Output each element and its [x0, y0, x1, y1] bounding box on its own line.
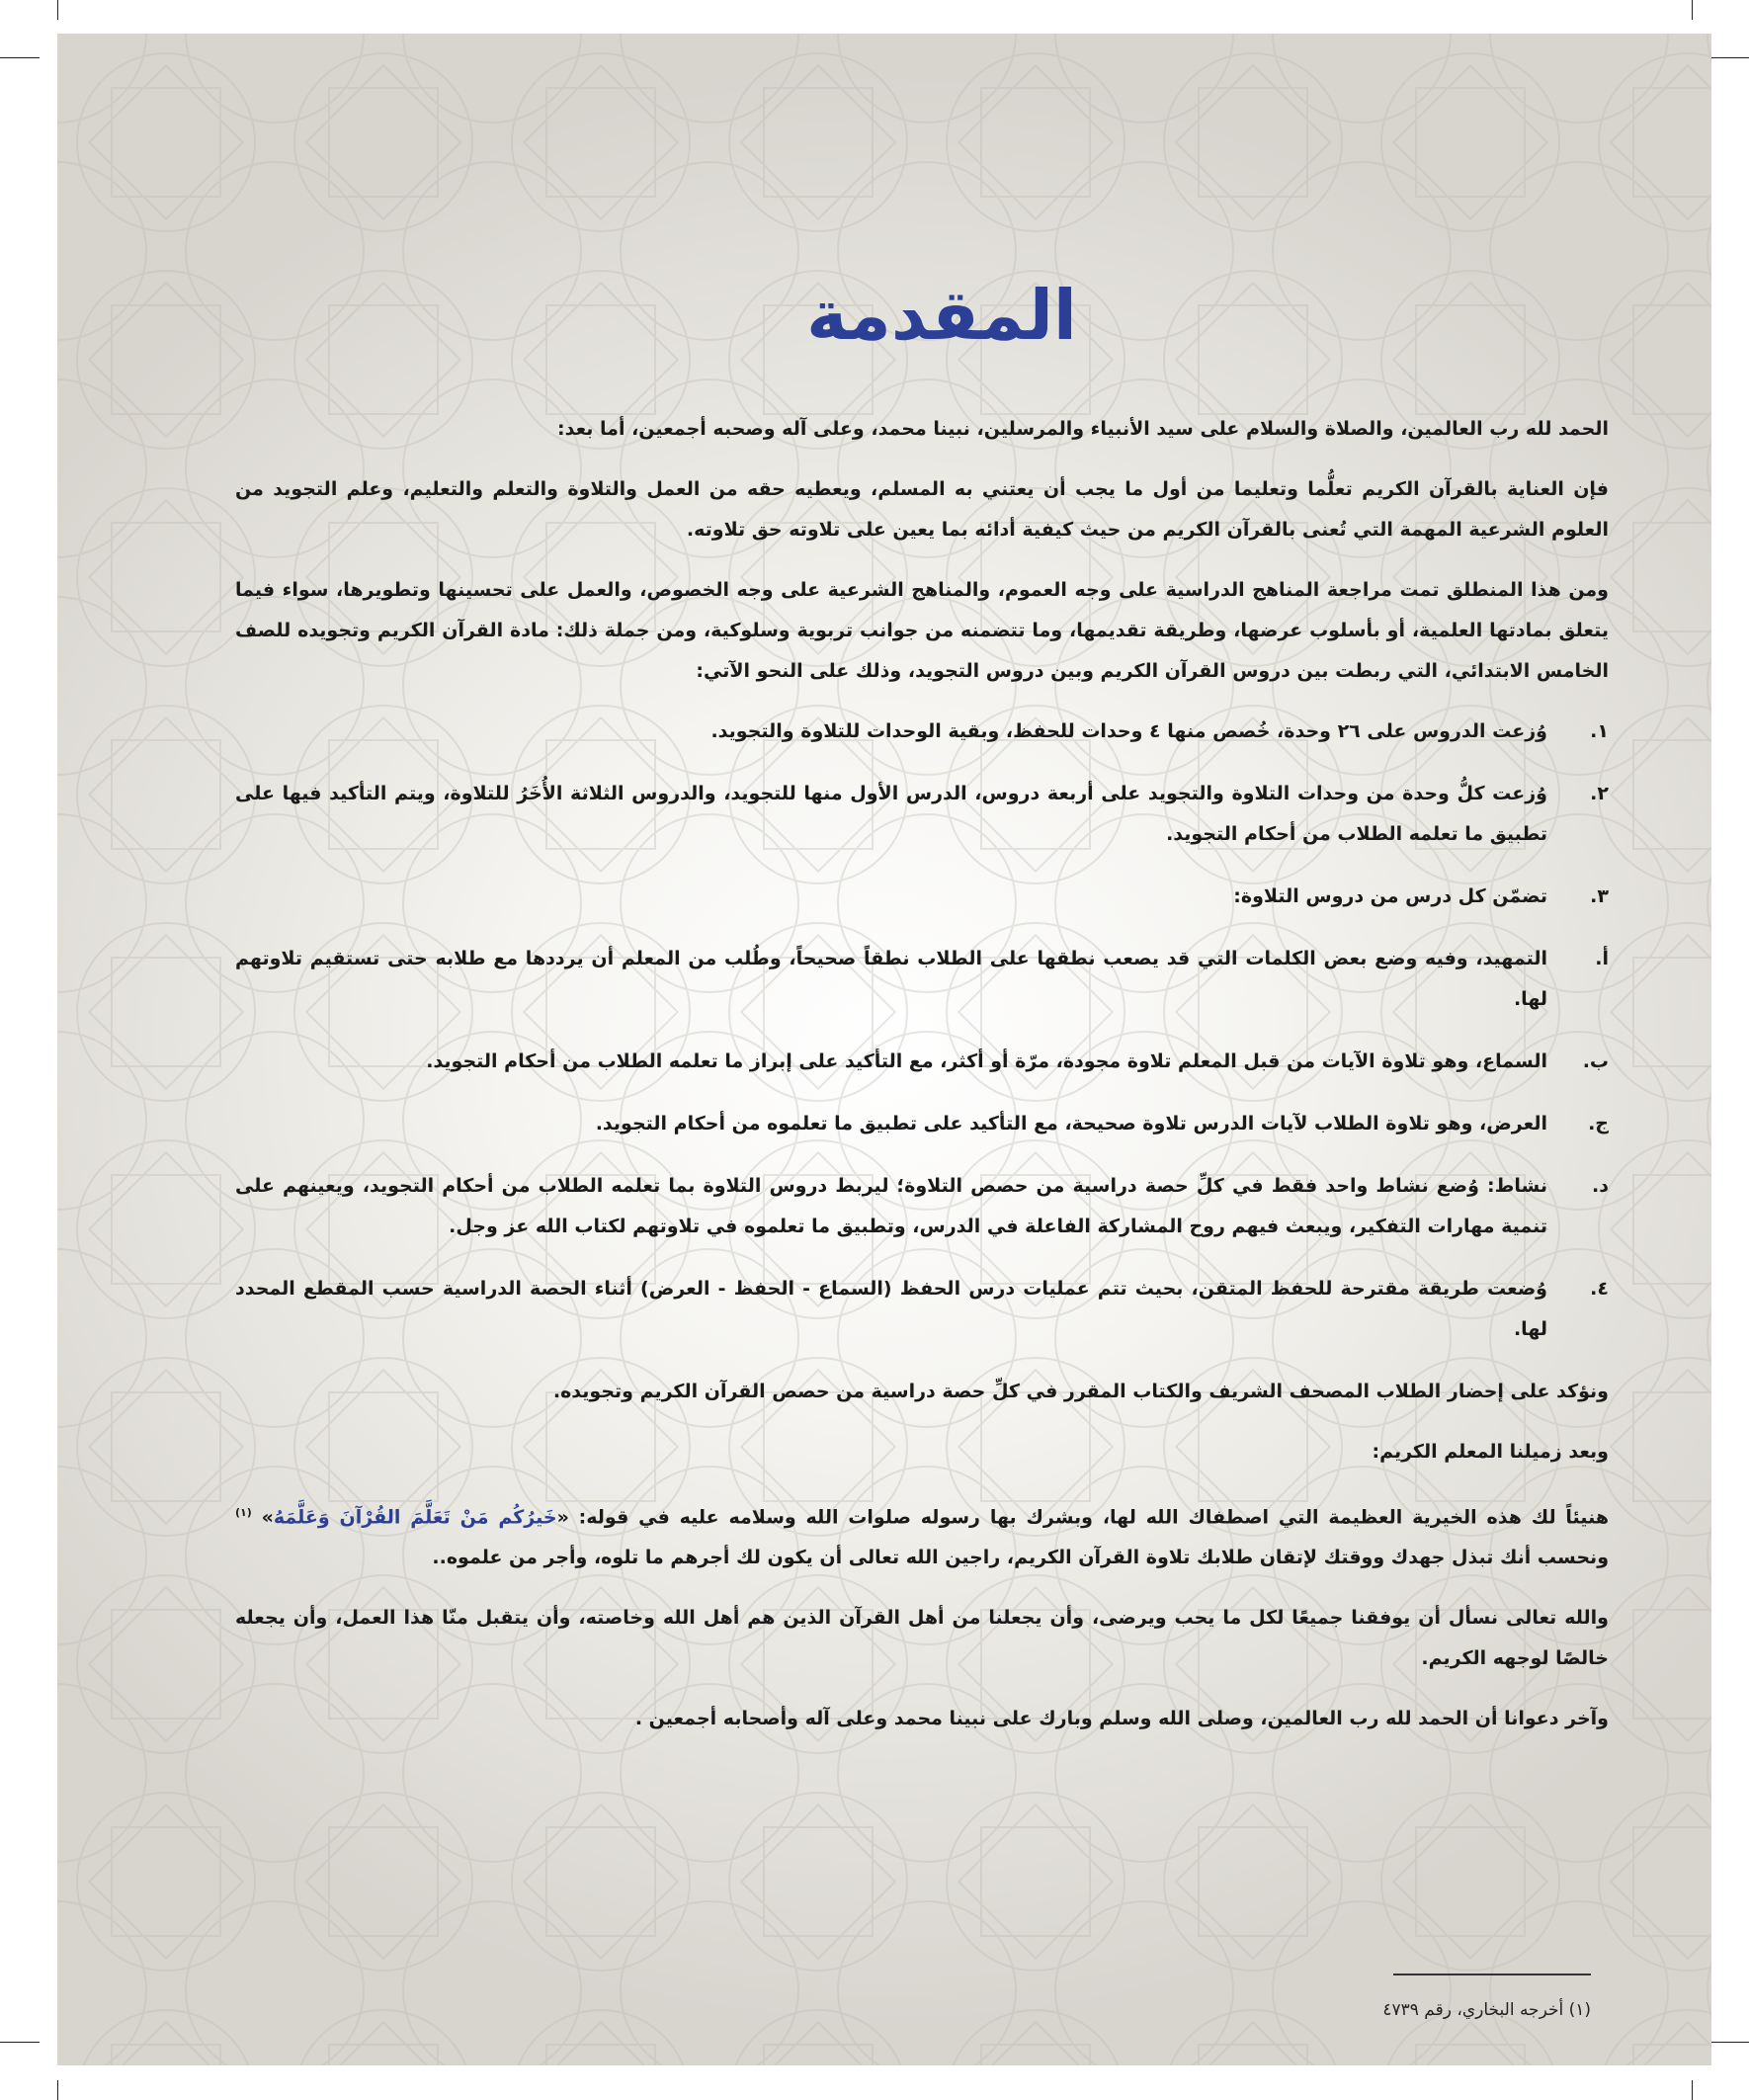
crop-mark — [1692, 2080, 1693, 2100]
sub-list-letter: ب. — [1582, 1050, 1609, 1072]
footnote-marker: (١) — [235, 1506, 252, 1519]
paragraph-text: ونحسب أنك تبذل جهدك ووقتك لإتقان طلابك تلاوة القرآن الكريم، راجين الله تعالى أن يكون لك أجرهم ما تلوه، وأجر من علموه.. — [432, 1547, 1609, 1569]
paragraph: فإن العناية بالقرآن الكريم تعلُّما وتعليما من أول ما يجب أن يعتني به المسلم، ويعطيه حقه من العمل والتلاوة والتعلم والتعليم، وعلم التجويد من العلوم الشرعية المهمة التي تُعنى بالقرآن الكريم من حيث كيفية أدائه بما يعين على تلاوته حق تلاوته. — [235, 478, 1609, 541]
list-item — [235, 774, 1648, 855]
hadith-quote: خَيرُكُم مَنْ تَعَلَّمَ القُرْآنَ وَعَلَّمَهُ — [273, 1506, 557, 1529]
paragraph: والله تعالى نسأل أن يوفقنا جميعًا لكل ما يحب ويرضى، وأن يجعلنا من أهل القرآن الذين هم أهل الله وخاصته، وأن يتقبل منّا هذا العمل، وأن يجعله خالصًا لوجهه الكريم. — [235, 1607, 1609, 1670]
sub-list-text: السماع، وهو تلاوة الآيات من قبل المعلم تلاوة مجودة، مرّة أو أكثر، مع التأكيد على إبراز ما تعلمه الطلاب من أحكام التجويد. — [426, 1050, 1547, 1072]
list-number: ٤. — [1590, 1278, 1609, 1300]
crop-mark — [1709, 2042, 1749, 2043]
list-number: ٢. — [1590, 783, 1609, 804]
sub-list-letter: ج. — [1588, 1113, 1609, 1134]
intro-paragraph: الحمد لله رب العالمين، والصلاة والسلام على سيد الأنبياء والمرسلين، نبينا محمد، وعلى آله وصحبه أجمعين، أما بعد: — [557, 418, 1609, 440]
sub-list-text: التمهيد، وفيه وضع بعض الكلمات التي قد يصعب نطقها على الطلاب نطقاً صحيحاً، وطُلب من المعلم أن يرددها مع طلابه حتى تستقيم تلاوتهم لها. — [235, 948, 1547, 1010]
sub-list-text: نشاط: وُضع نشاط واحد فقط في كلِّ حصة دراسية من حصص التلاوة؛ ليربط دروس التلاوة بما تعلمه الطلاب من أحكام التجويد، ويعينهم على تنمية مهارات التفكير، ويبعث فيهم روح المشاركة الفاعلة في الدرس، وتطبيق ما تعلموه في تلاوتهم لكتاب الله عز وجل. — [235, 1175, 1547, 1237]
crop-mark — [57, 2080, 58, 2100]
sub-list-letter: د. — [1592, 1175, 1609, 1197]
paragraph: ومن هذا المنطلق تمت مراجعة المناهج الدراسية على وجه العموم، والمناهج الشرعية على وجه الخصوص، والعمل على تحسينها وتطويرها، سواء فيما يتعلق بمادتها العلمية، أو بأسلوب عرضها، وطريقة تقديمها، وما تتضمنه من جوانب تربوية وسلوكية، ومن جملة ذلك: مادة القرآن الكريم وتجويده للصف الخامس الابتدائي، التي ربطت بين دروس القرآن الكريم وبين دروس التجويد، وذلك على النحو الآتي: — [235, 579, 1609, 682]
content — [235, 261, 1648, 1759]
quote-close: » — [261, 1506, 274, 1529]
list-item — [235, 877, 1648, 917]
page-title: المقدمة — [806, 275, 1077, 356]
footnote-divider — [1393, 1974, 1591, 1975]
list-text: تضمّن كل درس من دروس التلاوة: — [1233, 885, 1547, 907]
closing-paragraph: وآخر دعوانا أن الحمد لله رب العالمين، وصلى الله وسلم وبارك على نبينا محمد وعلى آله وأصحابه أجمعين . — [634, 1708, 1609, 1730]
paragraph: وبعد زميلنا المعلم الكريم: — [1372, 1441, 1609, 1463]
paragraph: ونؤكد على إحضار الطلاب المصحف الشريف والكتاب المقرر في كلِّ حصة دراسية من حصص القرآن الكريم وتجويده. — [552, 1381, 1609, 1402]
crop-mark — [0, 57, 40, 58]
list-number: ٣. — [1590, 885, 1609, 907]
sub-list-item — [235, 1042, 1648, 1082]
crop-mark — [57, 0, 58, 20]
page-sheet — [57, 34, 1711, 2065]
footnote: (١) أخرجه البخاري، رقم ٤٧٣٩ — [1382, 2000, 1591, 2020]
sub-list-item — [235, 1104, 1648, 1144]
list-text: وُزعت الدروس على ٢٦ وحدة، خُصص منها ٤ وحدات للحفظ، وبقية الوحدات للتلاوة والتجويد. — [710, 720, 1547, 742]
list-item — [235, 712, 1648, 752]
hadith-paragraph — [235, 1492, 1648, 1578]
list-text: وُضعت طريقة مقترحة للحفظ المتقن، بحيث تتم عمليات درس الحفظ (السماع - الحفظ - العرض) أثناء الحصة الدراسية حسب المقطع المحدد لها. — [235, 1278, 1547, 1340]
crop-mark — [1692, 0, 1693, 20]
sub-list-item — [235, 939, 1648, 1020]
crop-mark — [1709, 57, 1749, 58]
crop-mark — [0, 2042, 40, 2043]
list-item — [235, 1269, 1648, 1350]
paragraph-text: هنيئاً لك هذه الخيرية العظيمة التي اصطفاك الله لها، وبشرك بها رسوله صلوات الله وسلامه عليه في قوله: « — [556, 1506, 1609, 1529]
list-number: ١. — [1590, 720, 1609, 742]
sub-list-item — [235, 1166, 1648, 1247]
list-text: وُزعت كلُّ وحدة من وحدات التلاوة والتجويد على أربعة دروس، الدرس الأول منها للتجويد، والدروس الثلاثة الأُخَرُ للتلاوة، ويتم التأكيد فيها على تطبيق ما تعلمه الطلاب من أحكام التجويد. — [235, 783, 1547, 845]
sub-list-letter: أ. — [1595, 948, 1609, 969]
sub-list-text: العرض، وهو تلاوة الطلاب لآيات الدرس تلاوة صحيحة، مع التأكيد على تطبيق ما تعلموه من أحكام التجويد. — [595, 1113, 1547, 1134]
